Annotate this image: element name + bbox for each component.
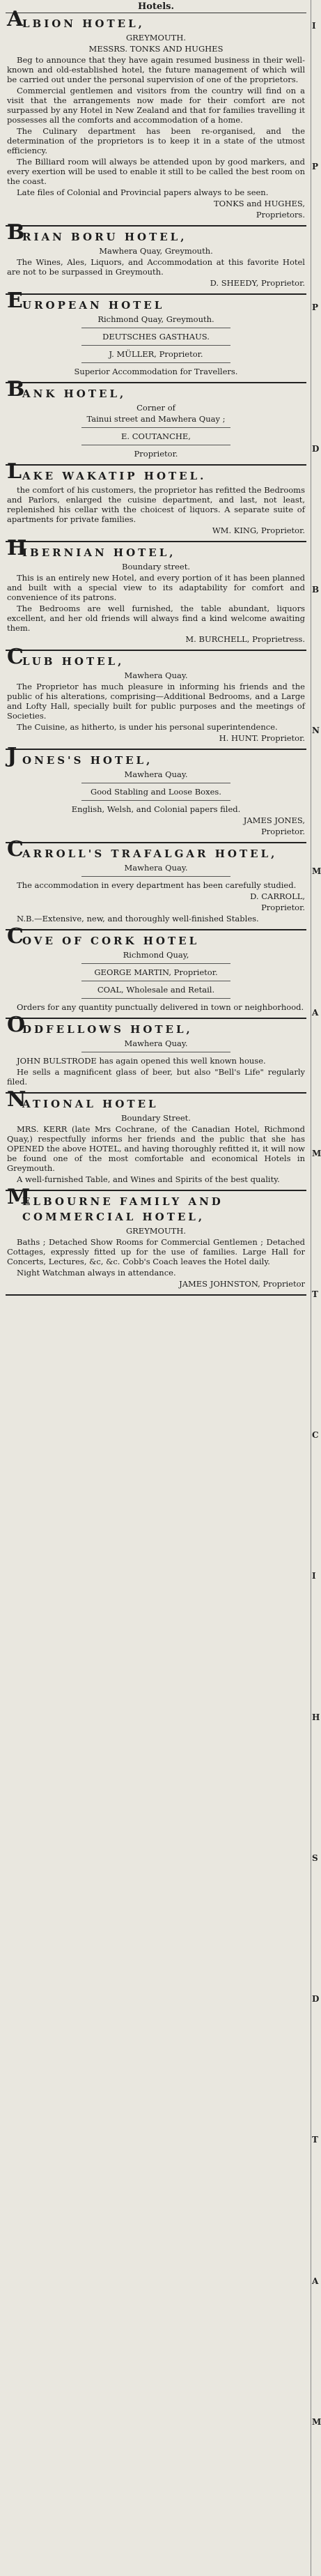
drop-cap: N	[7, 1087, 26, 1112]
edge-character: D	[312, 1994, 320, 2004]
hotel-advertisement	[6, 744, 306, 843]
drop-cap: J	[7, 744, 17, 768]
ad-title	[7, 1013, 305, 1037]
ad-paragraph: The Cuisine, as hitherto, is under his personal superintendence.	[17, 722, 278, 732]
hotel-advertisement	[6, 220, 306, 295]
ad-paragraph: Night Watchman always in attendance.	[17, 1268, 176, 1278]
hotel-advertisement	[6, 459, 306, 542]
ad-centered-line: Proprietor.	[134, 449, 178, 459]
drop-cap: E	[7, 289, 23, 313]
ad-title-text: LBION HOTEL,	[22, 17, 145, 30]
hotel-advertisement	[6, 1013, 306, 1094]
ad-title-text: LUB HOTEL,	[22, 655, 125, 668]
ad-paragraph: The Billiard room will always be attended upon by good markers, and every exertion will be used to enable it still to be called the best room on the coast.	[7, 157, 305, 186]
rule-divider	[81, 345, 230, 346]
edge-character: A	[312, 2276, 319, 2286]
ad-title-text: ATIONAL HOTEL	[22, 1098, 159, 1110]
ad-centered-line: Corner of	[136, 403, 175, 413]
edge-character: D	[312, 444, 320, 454]
ad-signature: D. CARROLL,	[250, 891, 305, 901]
ad-title	[7, 220, 305, 245]
drop-cap: C	[7, 924, 24, 949]
drop-cap: M	[7, 1185, 31, 1209]
ad-title	[7, 837, 305, 861]
edge-character: M	[312, 866, 321, 876]
ad-centered-line: GREYMOUTH.	[125, 33, 187, 43]
ad-centered-line: Mawhera Quay.	[124, 863, 188, 873]
drop-cap: C	[7, 837, 24, 861]
hotel-advertisement	[6, 645, 306, 750]
ad-signature: JAMES JONES,	[243, 815, 305, 825]
ad-paragraph: A well-furnished Table, and Wines and Spirits of the best quality.	[17, 1174, 280, 1184]
ad-centered-line: J. MÜLLER, Proprietor.	[109, 349, 203, 359]
drop-cap: O	[7, 1013, 26, 1037]
hotel-advertisement	[6, 837, 306, 930]
ad-paragraph: This is an entirely new Hotel, and every portion of it has been planned and built with a special view to its adaptability for comfort and convenience of its patrons.	[7, 573, 305, 602]
ad-paragraph: the comfort of his customers, the proprietor has refitted the Bedrooms and Parlors, enlarged the cuisine department, and last, not least, replenished his cellar with the choicest of liquors. A separate suite of apartments for private families.	[7, 485, 305, 524]
ad-paragraph: Baths ; Detached Show Rooms for Commercial Gentlemen ; Detached Cottages, expressly fitted up for the use of families. Large Hall for Concerts, Lectures, &c, &c. Cobb's Coach leaves the Hotel daily.	[7, 1237, 305, 1266]
ad-centered-line: Mawhera Quay.	[124, 1038, 188, 1048]
ad-title-text: RIAN BORU HOTEL,	[22, 231, 187, 243]
ad-signature: H. HUNT. Proprietor.	[219, 733, 305, 743]
edge-character: M	[312, 1149, 321, 1158]
edge-character: I	[312, 21, 316, 31]
section-header: Hotels.	[6, 0, 306, 13]
ad-paragraph: The Proprietor has much pleasure in informing his friends and the public of his alterations, comprising—Additional Bedrooms, and a Large and Lofty Hall, specially built for public purposes and the meetings of Societies.	[7, 682, 305, 721]
ad-paragraph: The Wines, Ales, Liquors, and Accommodation at this favorite Hotel are not to be surpassed in Greymouth.	[7, 257, 305, 277]
ad-title-text: DDFELLOWS HOTEL,	[22, 1023, 193, 1036]
ad-paragraph: He sells a magnificent glass of beer, but also "Bell's Life" regularly filed.	[7, 1067, 305, 1087]
ad-centered-line: Boundary Street.	[121, 1113, 191, 1123]
ad-signature: D. SHEEDY, Proprietor.	[210, 278, 305, 288]
ad-signature: M. BURCHELL, Proprietress.	[185, 634, 305, 644]
edge-character: P	[312, 302, 319, 312]
edge-character: H	[312, 1712, 320, 1722]
ad-title-text: ELBOURNE FAMILY AND COMMERCIAL HOTEL,	[22, 1195, 224, 1223]
ad-centered-line: Mawhera Quay.	[124, 769, 188, 779]
drop-cap: L	[7, 459, 22, 484]
ad-title-text: IBERNIAN HOTEL,	[22, 546, 176, 559]
edge-character: N	[312, 726, 320, 735]
hotel-advertisement	[6, 1185, 306, 1296]
ad-paragraph: The accommodation in every department has been carefully studied.	[17, 880, 297, 890]
ad-centered-line: Richmond Quay, Greymouth.	[97, 314, 214, 324]
ad-title	[7, 377, 305, 401]
hotel-advertisement	[6, 7, 306, 227]
ads-container	[6, 7, 306, 1296]
rule-divider	[81, 876, 230, 877]
ad-paragraph: MRS. KERR (late Mrs Cochrane, of the Canadian Hotel, Richmond Quay,) respectfully informs her friends and the public that she has OPENED the above HOTEL, and having thoroughly refitted it, it will now be found one of the most comfortable and economical Hotels in Greymouth.	[7, 1124, 305, 1173]
rule-divider	[81, 998, 230, 999]
hotel-advertisement	[6, 289, 306, 383]
edge-character: I	[312, 1571, 316, 1581]
ad-title-text: UROPEAN HOTEL	[22, 299, 165, 312]
ad-signature: Proprietors.	[256, 210, 305, 220]
ad-title	[7, 924, 305, 949]
ad-paragraph: JOHN BULSTRODE has again opened this well known house.	[17, 1056, 266, 1066]
edge-character: A	[312, 1008, 319, 1018]
ad-signature: Proprietor.	[261, 903, 305, 912]
ad-centered-line: DEUTSCHES GASTHAUS.	[102, 332, 210, 342]
hotel-advertisement	[6, 536, 306, 651]
rule-divider	[81, 427, 230, 428]
ad-paragraph: Beg to announce that they have again resumed business in their well-known and old-established hotel, the future management of which will be carried out under the personal supervision of one of the proprietors.	[7, 55, 305, 84]
ad-paragraph: N.B.—Extensive, new, and thoroughly well-finished Stables.	[17, 914, 259, 923]
ad-centered-line: GREYMOUTH.	[125, 1226, 187, 1236]
ad-signature: TONKS and HUGHES,	[213, 199, 305, 208]
ad-centered-line: GEORGE MARTIN, Proprietor.	[94, 967, 218, 977]
edge-character: C	[312, 1430, 319, 1440]
ad-title	[7, 7, 305, 31]
edge-character: B	[312, 585, 320, 595]
ad-centered-line: English, Welsh, and Colonial papers filed.	[71, 804, 241, 814]
hotels-column	[6, 0, 306, 1296]
ad-title-text: OVE OF CORK HOTEL	[22, 935, 200, 947]
ad-title	[7, 289, 305, 313]
edge-character: T	[312, 1289, 318, 1299]
ad-title-text: AKE WAKATIP HOTEL.	[22, 470, 207, 482]
hotel-advertisement	[6, 924, 306, 1019]
ad-title	[7, 1087, 305, 1112]
rule-divider	[81, 963, 230, 964]
ad-paragraph: The Bedrooms are well furnished, the table abundant, liquors excellent, and her old friends will always find a kind welcome awaiting them.	[7, 604, 305, 633]
ad-title	[7, 536, 305, 560]
edge-character: P	[312, 162, 319, 171]
ad-centered-line: Tainui street and Mawhera Quay ;	[86, 414, 226, 424]
ad-centered-line: MESSRS. TONKS AND HUGHES	[88, 44, 224, 54]
hotel-advertisement	[6, 1087, 306, 1191]
drop-cap: A	[7, 7, 24, 31]
ad-signature: Proprietor.	[261, 827, 305, 836]
ad-title	[7, 1185, 305, 1225]
drop-cap: B	[7, 377, 25, 401]
drop-cap: C	[7, 645, 24, 669]
edge-character: M	[312, 2417, 321, 2427]
ad-title	[7, 744, 305, 768]
ad-title-text: ARROLL'S TRAFALGAR HOTEL,	[22, 848, 278, 860]
hotel-advertisement	[6, 377, 306, 466]
edge-character: S	[312, 1853, 318, 1863]
drop-cap: B	[7, 220, 25, 245]
ad-centered-line: Mawhera Quay.	[124, 670, 188, 680]
rule-divider	[81, 800, 230, 801]
ad-signature: JAMES JOHNSTON, Proprietor	[179, 1279, 305, 1289]
rule-divider	[81, 362, 230, 363]
drop-cap: H	[7, 536, 27, 560]
ad-centered-line: COAL, Wholesale and Retail.	[97, 985, 215, 995]
ad-paragraph: Commercial gentlemen and visitors from the country will find on a visit that the arrangements now made for their comfort are not surpassed by any Hotel in New Zealand and that for families travelling it possesses all the comforts and accommodation of a home.	[7, 86, 305, 125]
ad-title-text: ONES'S HOTEL,	[22, 754, 153, 767]
edge-character: T	[312, 2135, 318, 2145]
ad-centered-line: Good Stabling and Loose Boxes.	[91, 787, 221, 797]
ad-centered-line: Mawhera Quay, Greymouth.	[99, 246, 213, 256]
adjacent-column-edge	[311, 0, 320, 2576]
ad-title	[7, 645, 305, 669]
ad-paragraph: Late files of Colonial and Provincial papers always to be seen.	[17, 187, 269, 197]
ad-centered-line: Boundary street.	[122, 562, 190, 572]
ad-paragraph: Orders for any quantity punctually delivered in town or neighborhood.	[17, 1002, 304, 1012]
ad-centered-line: E. COUTANCHE,	[121, 431, 191, 441]
ad-centered-line: Richmond Quay,	[123, 950, 189, 960]
ad-title	[7, 459, 305, 484]
ad-title-text: ANK HOTEL,	[22, 388, 127, 400]
ad-paragraph: The Culinary department has been re-organised, and the determination of the proprietors is to keep it in a state of the utmost efficiency.	[7, 126, 305, 155]
ad-signature: WM. KING, Proprietor.	[212, 526, 305, 535]
ad-centered-line: Superior Accommodation for Travellers.	[74, 367, 238, 376]
